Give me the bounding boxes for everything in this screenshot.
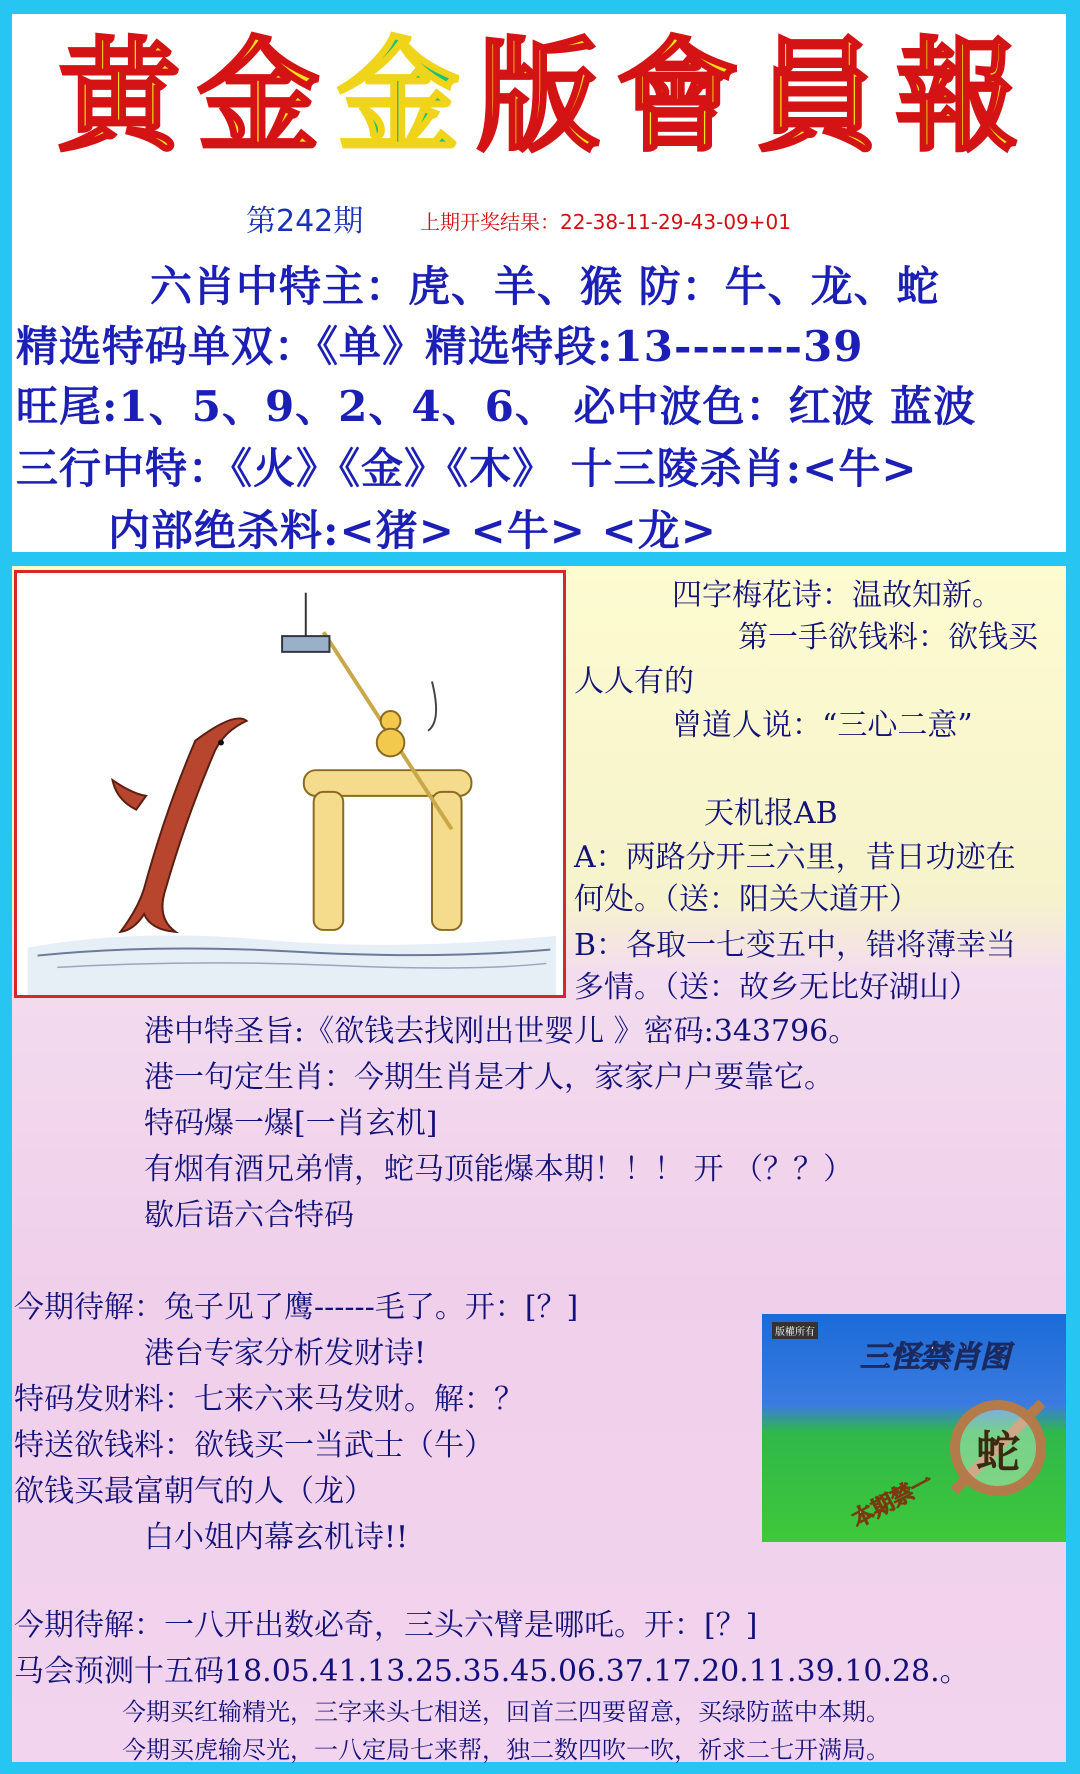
banner-title: 三怪禁肖图 (860, 1340, 1010, 1375)
riddle-nezha: 今期待解：一八开出数必奇，三头六臂是哪吒。开：[？] (14, 1608, 758, 1643)
xiehouyu-heading: 歇后语六合特码 (144, 1198, 354, 1233)
elements-line: 三行中特：《火》《金》《木》 十三陵杀肖:<牛> (16, 444, 918, 493)
riddle-rabbit: 今期待解：兔子见了鹰------毛了。开：[？] (14, 1290, 579, 1325)
first-hand-tip-cont: 人人有的 (574, 664, 694, 699)
hk-zodiac-phrase: 港一句定生肖：今期生肖是才人，家家户户要靠它。 (144, 1060, 834, 1095)
dolphin-cartoon (17, 573, 563, 995)
tail-color-line: 旺尾:1、5、9、2、4、6、 必中波色：红波 蓝波 (16, 382, 977, 431)
tianji-heading: 天机报AB (704, 796, 838, 831)
title-char-3: 金 (337, 26, 460, 168)
tianji-b-cont: 多情。（送：故乡无比好湖山） (574, 970, 979, 1005)
title-char-6: 員 (756, 26, 879, 168)
tianji-a: A：两路分开三六里，昔日功迹在 (574, 840, 1016, 875)
masthead-title (58, 22, 1018, 172)
copyright-tag: 版權所有 (772, 1322, 818, 1339)
odd-even-line: 精选特码单双：《单》精选特段:13-------39 (16, 322, 864, 371)
gift-tip-2: 欲钱买最富朝气的人（龙） (14, 1474, 374, 1509)
footer-poem-2: 今期买虎输尽光，一八定局七来帮，独二数四吹一吹，祈求二七开满局。 (122, 1736, 890, 1764)
title-char-4: 版 (476, 26, 599, 168)
dolphin-illustration (14, 570, 566, 998)
footer-poem-1: 今期买红输精光，三字来头七相送，回首三四要留意，买绿防蓝中本期。 (122, 1698, 890, 1726)
miss-bai-heading: 白小姐内幕玄机诗!! (144, 1520, 409, 1555)
title-char-2: 金 (197, 26, 320, 168)
fifteen-numbers: 马会预测十五码18.05.41.13.25.35.45.06.37.17.20.11.39.10.28.。 (14, 1654, 970, 1689)
six-zodiac-line: 六肖中特主：虎、羊、猴 防：牛、龙、蛇 (150, 262, 940, 311)
first-hand-tip: 第一手欲钱料：欲钱买 (738, 620, 1038, 655)
title-char-7: 報 (895, 26, 1018, 168)
tianji-a-cont: 何处。（送：阳关大道开） (574, 882, 919, 917)
tianji-b: B：各取一七变五中，错将薄幸当 (574, 928, 1017, 963)
snake-char: 蛇 (976, 1427, 1020, 1478)
smoke-wine-line: 有烟有酒兄弟情，蛇马顶能爆本期！！！ 开 （？？） (144, 1152, 854, 1187)
title-char-1: 黄 (58, 26, 180, 168)
gift-tip: 特送欲钱料：欲钱买一当武士（牛） (14, 1428, 494, 1463)
three-monsters-banner (762, 1314, 1066, 1542)
ban-label: 本期禁一 (848, 1469, 938, 1533)
fortune-tip: 特码发财料：七来六来马发财。解：？ (14, 1382, 524, 1417)
expert-poem-heading: 港台专家分析发财诗! (144, 1336, 427, 1371)
hk-decree: 港中特圣旨:《欲钱去找刚出世婴儿 》密码:343796。 (144, 1014, 859, 1049)
prohibition-sign-icon (950, 1400, 1046, 1496)
last-draw-result: 上期开奖结果：22-38-11-29-43-09+01 (420, 210, 791, 234)
plum-poem: 四字梅花诗：温故知新。 (672, 578, 1002, 613)
special-burst: 特码爆一爆[一肖玄机] (144, 1106, 438, 1141)
title-char-5: 會 (616, 26, 739, 168)
issue-number: 第242期 (246, 204, 364, 239)
kill-line: 内部绝杀料:<猪> <牛> <龙> (108, 506, 717, 555)
zeng-says: 曾道人说：“三心二意” (672, 708, 973, 743)
